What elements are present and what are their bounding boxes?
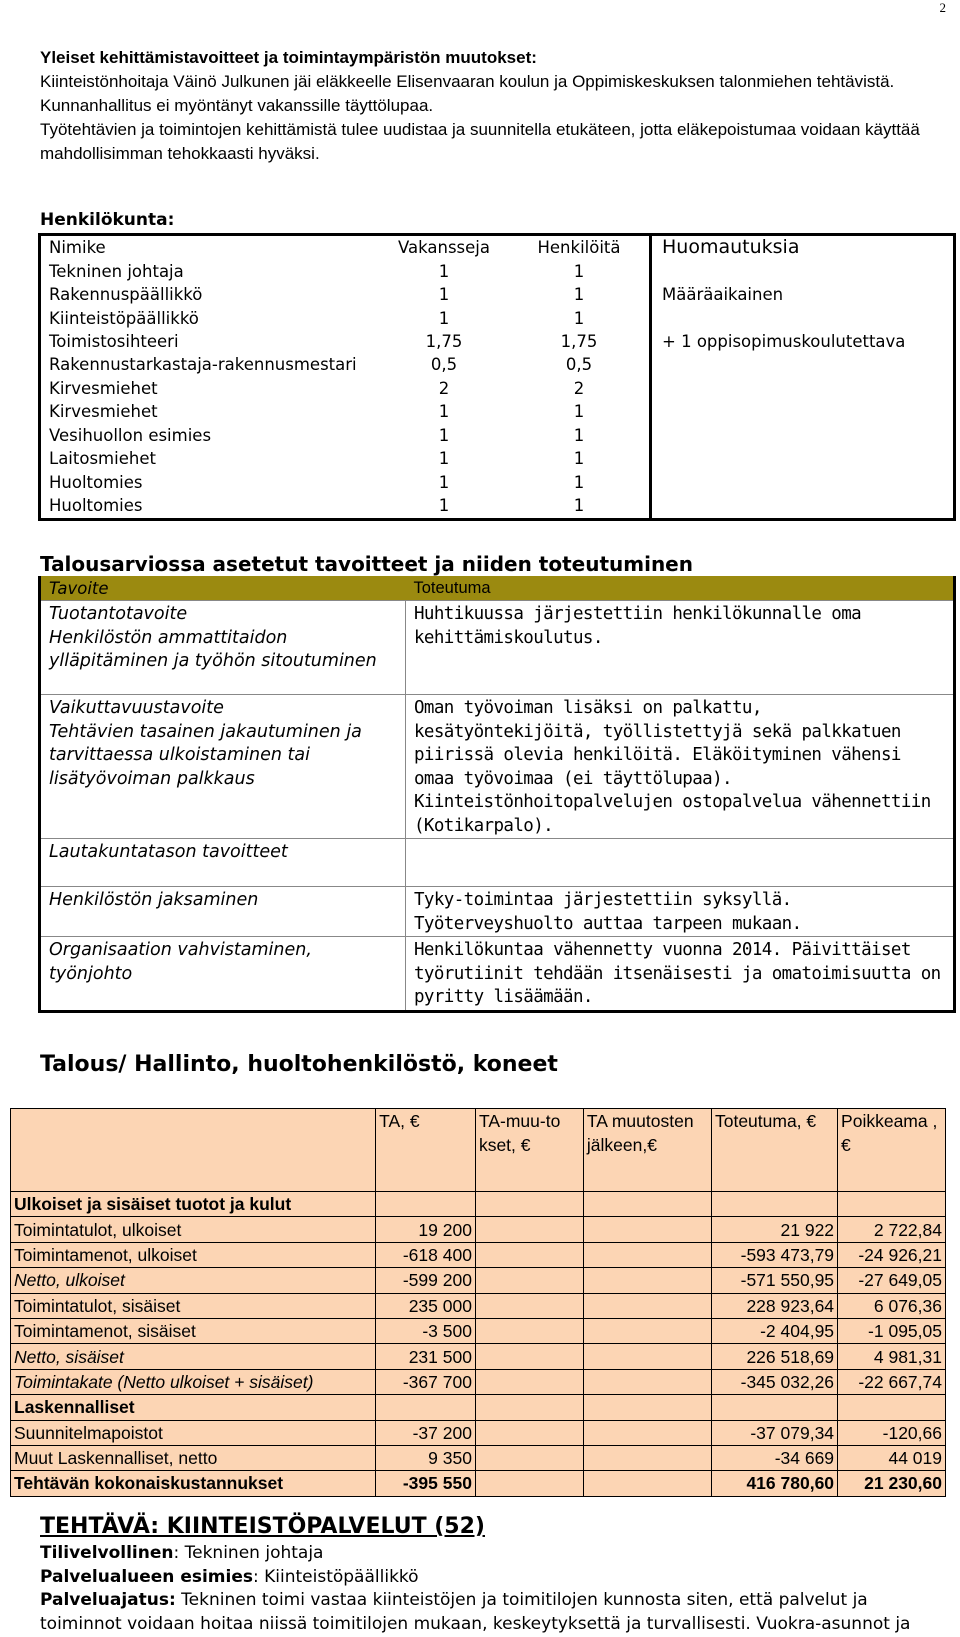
finance-row <box>11 1344 946 1369</box>
finance-row <box>11 1242 946 1267</box>
staff-header-title: Nimike <box>49 238 106 258</box>
staff-cell <box>651 447 955 470</box>
staff-cell <box>651 306 955 329</box>
finance-cell <box>475 1293 583 1318</box>
staff-cell: 1 <box>509 400 651 423</box>
staff-header-vacancies: Vakansseja <box>398 238 490 258</box>
finance-cell: 21 922 <box>711 1217 837 1242</box>
staff-cell: 0,5 <box>430 355 458 375</box>
staff-cell: 1 <box>509 283 651 306</box>
finance-cell: 6 076,36 <box>838 1293 946 1318</box>
task-responsible-label: Tilivelvollinen <box>40 1543 174 1563</box>
finance-cell <box>583 1217 711 1242</box>
finance-cell: Ulkoiset ja sisäiset tuotot ja kulut <box>11 1192 376 1217</box>
staff-header-notes: Huomautuksia <box>662 236 800 259</box>
finance-cell: -27 649,05 <box>838 1268 946 1293</box>
staff-table <box>38 233 956 521</box>
goals-goal-cell: Henkilöstön jaksaminen <box>40 887 406 937</box>
staff-cell: Huoltomies <box>49 472 143 492</box>
finance-cell <box>475 1217 583 1242</box>
staff-cell: 1 <box>438 425 450 445</box>
goals-goal-cell: Tuotantotavoite Henkilöstön ammattitaidon ylläpitäminen ja työhön sitoutuminen <box>40 601 406 695</box>
staff-cell: Toimistosihteeri <box>49 331 179 351</box>
finance-cell: 228 923,64 <box>711 1293 837 1318</box>
goals-row <box>40 695 955 839</box>
goals-header-row <box>40 576 955 601</box>
staff-cell: Tekninen johtaja <box>49 261 184 281</box>
staff-cell: Huoltomies <box>49 496 143 516</box>
finance-cell <box>376 1395 476 1420</box>
finance-cell <box>583 1344 711 1369</box>
finance-cell <box>376 1192 476 1217</box>
finance-cell: Toimintakate (Netto ulkoiset + sisäiset) <box>11 1369 376 1394</box>
finance-cell: -1 095,05 <box>838 1318 946 1343</box>
finance-cell: -599 200 <box>376 1268 476 1293</box>
finance-cell: Netto, sisäiset <box>11 1344 376 1369</box>
finance-cell: Tehtävän kokonaiskustannukset <box>11 1471 376 1496</box>
goals-table <box>38 576 956 1013</box>
finance-header-cell <box>11 1109 376 1192</box>
staff-row <box>40 260 955 283</box>
goals-row <box>40 601 955 695</box>
goals-result-cell: Henkilökuntaa vähennetty vuonna 2014. Päivittäiset työrutiinit tehdään itsenäisesti ja omatoimisuutta on pyritty lisäämään. <box>406 937 955 1012</box>
finance-cell <box>475 1445 583 1470</box>
finance-cell: -37 079,34 <box>711 1420 837 1445</box>
task-service <box>40 1589 950 1636</box>
staff-cell: 1,75 <box>425 331 463 351</box>
staff-cell: Kiinteistöpäällikkö <box>49 308 199 328</box>
staff-cell: Rakennuspäällikkö <box>49 285 203 305</box>
finance-cell: 416 780,60 <box>711 1471 837 1496</box>
staff-cell: Kirvesmiehet <box>49 378 158 398</box>
staff-row <box>40 377 955 400</box>
finance-cell <box>475 1420 583 1445</box>
staff-cell: 1 <box>438 402 450 422</box>
finance-cell: 19 200 <box>376 1217 476 1242</box>
finance-cell: -37 200 <box>376 1420 476 1445</box>
finance-cell: -367 700 <box>376 1369 476 1394</box>
intro-heading: Yleiset kehittämistavoitteet ja toimintaympäristön muutokset: <box>40 48 537 67</box>
staff-cell <box>651 400 955 423</box>
goals-header-goal: Tavoite <box>40 576 406 601</box>
finance-cell <box>583 1293 711 1318</box>
finance-cell: 44 019 <box>838 1445 946 1470</box>
finance-cell: Toimintamenot, ulkoiset <box>11 1242 376 1267</box>
finance-cell: -34 669 <box>711 1445 837 1470</box>
task-responsible-value: : Tekninen johtaja <box>173 1543 324 1563</box>
task-responsible <box>40 1542 950 1566</box>
staff-cell: 1 <box>509 424 651 447</box>
finance-header-cell: TA, € <box>376 1109 476 1192</box>
finance-row <box>11 1268 946 1293</box>
page-number: 2 <box>939 0 946 15</box>
finance-cell <box>583 1268 711 1293</box>
task-service-label: Palveluajatus: <box>40 1590 176 1610</box>
goals-result-cell: Oman työvoiman lisäksi on palkattu, kesätyöntekijöitä, työllistettyjä sekä palkkatuen piirissä olevia henkilöitä. Eläköityminen vähensi omaa työvoimaa (ei täyttölupaa). Kiinteistönhoitopalvelujen ostopalvelua vähennettiin (Kotikarpalo). <box>406 695 955 839</box>
staff-cell <box>651 260 955 283</box>
staff-cell: 1,75 <box>509 330 651 353</box>
finance-cell: Netto, ulkoiset <box>11 1268 376 1293</box>
finance-cell: -571 550,95 <box>711 1268 837 1293</box>
finance-cell: -345 032,26 <box>711 1369 837 1394</box>
finance-row <box>11 1471 946 1496</box>
finance-row <box>11 1217 946 1242</box>
staff-cell <box>651 353 955 376</box>
finance-cell: 4 981,31 <box>838 1344 946 1369</box>
finance-cell: Suunnitelmapoistot <box>11 1420 376 1445</box>
finance-cell <box>475 1242 583 1267</box>
staff-cell: 1 <box>438 261 450 281</box>
finance-cell <box>838 1395 946 1420</box>
goals-goal-cell: Vaikuttavuustavoite Tehtävien tasainen jakautuminen ja tarvittaessa ulkoistaminen tai lisätyövoiman palkkaus <box>40 695 406 839</box>
finance-row <box>11 1293 946 1318</box>
staff-row <box>40 353 955 376</box>
intro-section <box>40 46 940 166</box>
staff-cell: + 1 oppisopimuskoulutettava <box>662 331 906 351</box>
staff-cell: Rakennustarkastaja-rakennusmestari <box>49 355 357 375</box>
finance-row <box>11 1192 946 1217</box>
goals-result-cell: Huhtikuussa järjestettiin henkilökunnalle oma kehittämiskoulutus. <box>406 601 955 695</box>
finance-cell: -2 404,95 <box>711 1318 837 1343</box>
finance-row <box>11 1395 946 1420</box>
intro-paragraph: Kiinteistönhoitaja Väinö Julkunen jäi eläkkeelle Elisenvaaran koulun ja Oppimiskeskuksen talonmiehen tehtävistä. Kunnanhallitus ei myöntänyt vakanssille täyttölupaa. <box>40 72 895 115</box>
finance-row <box>11 1369 946 1394</box>
finance-cell: Laskennalliset <box>11 1395 376 1420</box>
goals-row <box>40 937 955 1012</box>
task-head-value: : Kiinteistöpäällikkö <box>253 1566 419 1587</box>
staff-cell: 1 <box>509 306 651 329</box>
finance-row <box>11 1318 946 1343</box>
finance-cell <box>475 1268 583 1293</box>
finance-cell <box>475 1344 583 1369</box>
finance-cell <box>475 1395 583 1420</box>
staff-cell: Vesihuollon esimies <box>49 425 212 445</box>
finance-cell <box>583 1242 711 1267</box>
goals-row <box>40 887 955 937</box>
staff-cell: 1 <box>438 308 450 328</box>
task-title: TEHTÄVÄ: KIINTEISTÖPALVELUT (52) <box>40 1514 485 1539</box>
finance-cell: 9 350 <box>376 1445 476 1470</box>
staff-cell: 1 <box>509 260 651 283</box>
staff-row <box>40 400 955 423</box>
finance-cell: 21 230,60 <box>838 1471 946 1496</box>
finance-header-cell: Toteutuma, € <box>711 1109 837 1192</box>
finance-cell: 2 722,84 <box>838 1217 946 1242</box>
staff-cell: 2 <box>438 378 450 398</box>
finance-table <box>10 1108 946 1497</box>
task-service-value: Tekninen toimi vastaa kiinteistöjen ja toimitilojen kunnosta siten, että palvelut ja toiminnot voidaan hoitaa niissä toimitilojen mukaan, keskeytyksettä ja turvallisesti. Vuokra-asunnot ja <box>40 1590 911 1634</box>
finance-cell <box>711 1395 837 1420</box>
finance-cell: -618 400 <box>376 1242 476 1267</box>
staff-cell <box>651 377 955 400</box>
finance-cell <box>711 1192 837 1217</box>
finance-cell <box>838 1192 946 1217</box>
staff-row <box>40 424 955 447</box>
goals-result-cell <box>406 839 955 887</box>
finance-heading: Talous/ Hallinto, huoltohenkilöstö, koneet <box>40 1052 558 1077</box>
staff-cell: 1 <box>438 496 450 516</box>
staff-heading: Henkilökunta: <box>40 210 175 230</box>
finance-cell <box>583 1445 711 1470</box>
finance-cell <box>475 1369 583 1394</box>
goals-heading: Talousarviossa asetetut tavoitteet ja niiden toteutuminen <box>40 552 693 576</box>
staff-cell: 1 <box>438 285 450 305</box>
finance-cell: -22 667,74 <box>838 1369 946 1394</box>
staff-cell: 1 <box>438 472 450 492</box>
staff-cell: 0,5 <box>509 353 651 376</box>
task-section <box>40 1512 950 1636</box>
finance-cell: -593 473,79 <box>711 1242 837 1267</box>
staff-cell <box>651 494 955 519</box>
goals-header-result: Toteutuma <box>406 576 955 601</box>
goals-goal-cell: Organisaation vahvistaminen, työnjohto <box>40 937 406 1012</box>
staff-cell: 1 <box>509 471 651 494</box>
finance-header-cell: TA muutosten jälkeen,€ <box>583 1109 711 1192</box>
staff-row <box>40 330 955 353</box>
goals-row <box>40 839 955 887</box>
staff-header-persons: Henkilöitä <box>509 235 651 260</box>
staff-row <box>40 471 955 494</box>
goals-goal-cell: Lautakuntatason tavoitteet <box>40 839 406 887</box>
finance-cell <box>583 1369 711 1394</box>
finance-cell: -395 550 <box>376 1471 476 1496</box>
finance-cell <box>583 1471 711 1496</box>
staff-row <box>40 306 955 329</box>
staff-header-row <box>40 235 955 260</box>
finance-cell: 235 000 <box>376 1293 476 1318</box>
staff-cell <box>651 471 955 494</box>
finance-cell <box>583 1395 711 1420</box>
task-head <box>40 1566 950 1590</box>
finance-row <box>11 1445 946 1470</box>
finance-cell: -120,66 <box>838 1420 946 1445</box>
staff-cell: Määräaikainen <box>662 285 784 305</box>
staff-row <box>40 447 955 470</box>
staff-cell: Laitosmiehet <box>49 449 156 469</box>
finance-cell <box>583 1318 711 1343</box>
staff-cell <box>651 424 955 447</box>
finance-cell <box>475 1318 583 1343</box>
finance-cell: -24 926,21 <box>838 1242 946 1267</box>
staff-row <box>40 494 955 519</box>
finance-cell <box>583 1420 711 1445</box>
finance-cell: Toimintatulot, ulkoiset <box>11 1217 376 1242</box>
finance-cell: 231 500 <box>376 1344 476 1369</box>
staff-cell: 2 <box>509 377 651 400</box>
finance-cell: Toimintamenot, sisäiset <box>11 1318 376 1343</box>
staff-row <box>40 283 955 306</box>
staff-cell: 1 <box>509 494 651 519</box>
finance-header-cell: TA-muu-to kset, € <box>475 1109 583 1192</box>
finance-cell: Toimintatulot, sisäiset <box>11 1293 376 1318</box>
finance-header-row <box>11 1109 946 1192</box>
task-head-label: Palvelualueen esimies <box>40 1566 253 1587</box>
finance-cell: -3 500 <box>376 1318 476 1343</box>
finance-cell <box>475 1471 583 1496</box>
goals-result-cell: Tyky-toimintaa järjestettiin syksyllä. Työterveyshuolto auttaa tarpeen mukaan. <box>406 887 955 937</box>
finance-cell <box>583 1192 711 1217</box>
staff-cell: Kirvesmiehet <box>49 402 158 422</box>
staff-cell: 1 <box>509 447 651 470</box>
finance-cell <box>475 1192 583 1217</box>
finance-row <box>11 1420 946 1445</box>
staff-cell: 1 <box>438 449 450 469</box>
finance-header-cell: Poikkeama , € <box>838 1109 946 1192</box>
finance-cell: Muut Laskennalliset, netto <box>11 1445 376 1470</box>
finance-cell: 226 518,69 <box>711 1344 837 1369</box>
intro-paragraph: Työtehtävien ja toimintojen kehittämistä tulee uudistaa ja suunnitella etukäteen, jotta eläkepoistumaa voidaan käyttää mahdollisimman tehokkaasti hyväksi. <box>40 120 920 163</box>
